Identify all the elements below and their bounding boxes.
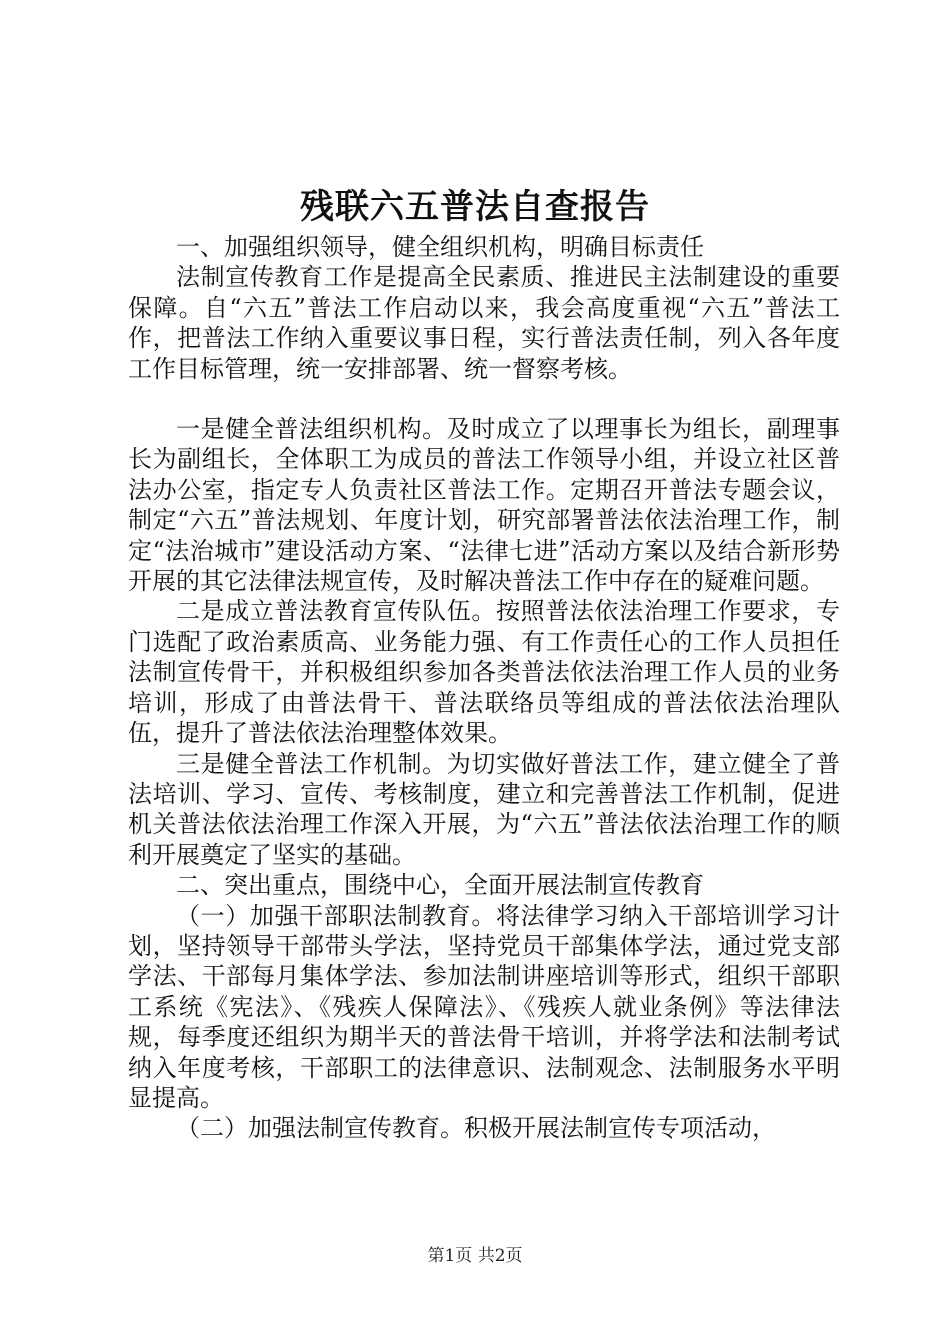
paragraph-item-2: 二是成立普法教育宣传队伍。按照普法依法治理工作要求，专门选配了政治素质高、业务能力强、有工作责任心的工作人员担任法制宣传骨干，并积极组织参加各类普法依法治理工作人员的业务培训，形成了由普法骨干、普法联络员等组成的普法依法治理队伍，提升了普法依法治理整体效果。 <box>128 597 840 748</box>
paragraph-item-1: 一是健全普法组织机构。及时成立了以理事长为组长，副理事长为副组长，全体职工为成员的普法工作领导小组，并设立社区普法办公室，指定专人负责社区普法工作。定期召开普法专题会议，制定“六五”普法规划、年度计划，研究部署普法依法治理工作，制定“法治城市”建设活动方案、“法律七进”活动方案以及结合新形势开展的其它法律法规宣传，及时解决普法工作中存在的疑难问题。 <box>128 415 840 596</box>
paragraph-sub-2: （二）加强法制宣传教育。积极开展法制宣传专项活动， <box>176 1114 776 1143</box>
paragraph-item-3: 三是健全普法工作机制。为切实做好普法工作，建立健全了普法培训、学习、宣传、考核制度，建立和完善普法工作机制，促进机关普法依法治理工作深入开展，为“六五”普法依法治理工作的顺利开展奠定了坚实的基础。 <box>128 749 840 869</box>
document-title: 残联六五普法自查报告 <box>300 187 650 227</box>
paragraph-sub-1: （一）加强干部职法制教育。将法律学习纳入干部培训学习计划，坚持领导干部带头学法，坚持党员干部集体学法，通过党支部学法、干部每月集体学法、参加法制讲座培训等形式，组织干部职工系统《宪法》、《残疾人保障法》、《残疾人就业条例》等法律法规，每季度还组织为期半天的普法骨干培训，并将学法和法制考试纳入年度考核，干部职工的法律意识、法制观念、法制服务水平明显提高。 <box>128 901 840 1112</box>
section-heading-2: 二、突出重点，围绕中心，全面开展法制宣传教育 <box>176 871 704 900</box>
page-footer: 第1页 共2页 <box>427 1246 523 1266</box>
document-body <box>128 232 840 1144</box>
section-heading-1: 一、加强组织领导，健全组织机构，明确目标责任 <box>176 233 704 261</box>
paragraph-intro: 法制宣传教育工作是提高全民素质、推进民主法制建设的重要保障。自“六五”普法工作启动以来，我会高度重视“六五”普法工作，把普法工作纳入重要议事日程，实行普法责任制，列入各年度工作目标管理，统一安排部署、统一督察考核。 <box>128 263 840 383</box>
